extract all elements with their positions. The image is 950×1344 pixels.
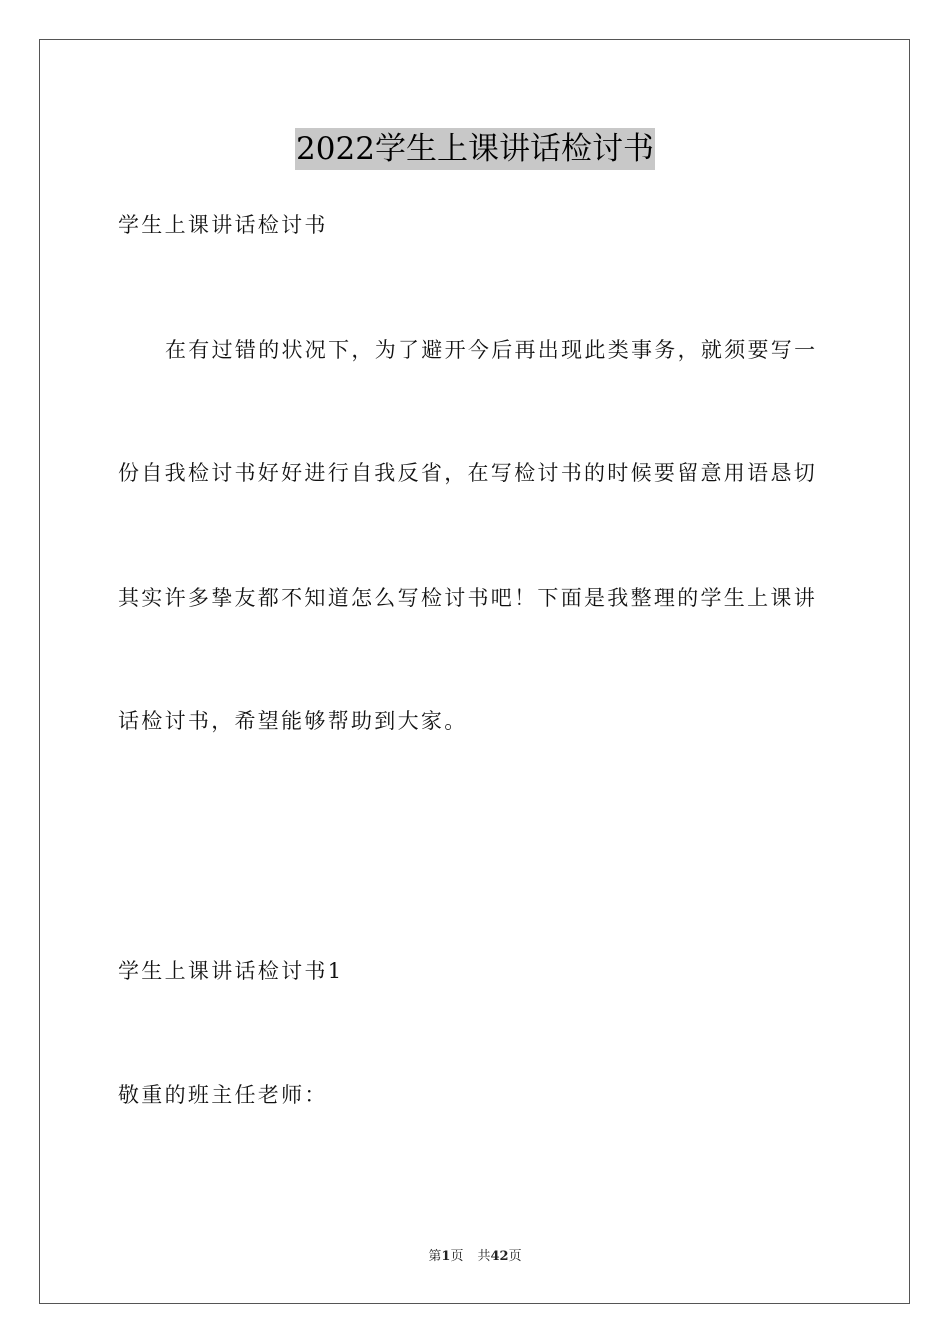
paragraph-line-4: 话检讨书，希望能够帮助到大家。 [118,709,468,733]
paragraph-line-3: 其实许多挚友都不知道怎么写检讨书吧！下面是我整理的学生上课讲 [118,586,817,610]
salutation: 敬重的班主任老师： [118,1083,328,1107]
document-subtitle: 学生上课讲话检讨书 [118,213,328,237]
page-footer [0,1248,950,1266]
document-title: 2022学生上课讲话检讨书 [295,128,655,170]
paragraph-line-2: 份自我检讨书好好进行自我反省，在写检讨书的时候要留意用语恳切 [118,461,817,485]
section-heading: 学生上课讲话检讨书1 [118,959,344,983]
total-prefix: 共 [477,1249,491,1264]
paragraph-line-1: 在有过错的状况下，为了避开今后再出现此类事务，就须要写一 [165,338,818,362]
current-page-number: 1 [441,1249,451,1264]
page-prefix: 第 [428,1249,442,1264]
total-page-count: 42 [490,1249,509,1264]
total-suffix: 页 [508,1249,522,1264]
page-suffix: 页 [450,1249,464,1264]
title-block [0,128,950,170]
